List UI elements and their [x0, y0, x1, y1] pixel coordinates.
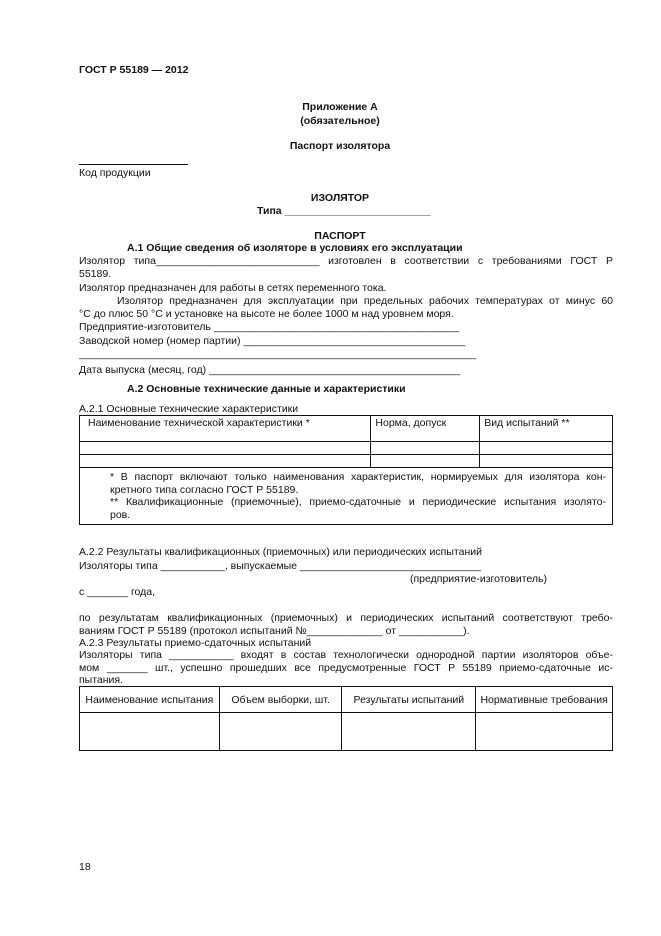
col-header-characteristic: Наименование технической характеристики * [80, 416, 371, 442]
table-header-row [80, 687, 613, 713]
appendix-subtitle: (обязательное) [300, 115, 380, 127]
table-cell [371, 455, 480, 468]
note2-line1: ** Квалификационные (приемочные), приемо-сдаточные и периодические испытания изолято- [110, 496, 606, 508]
a22-line4: по результатам квалификационных (приемочных) и периодических испытаний соответствуют требо- [79, 612, 613, 624]
product-code-label: Код продукции [79, 167, 151, 179]
document-id: ГОСТ Р 55189 — 2012 [79, 64, 189, 76]
col-header-sample-size: Объем выборки, шт. [219, 687, 342, 713]
table-cell [476, 713, 613, 751]
table-cell [80, 713, 220, 751]
table-row [80, 713, 613, 751]
a22-line1: Изоляторы типа ___________, выпускаемые _______________________________ [79, 560, 481, 572]
section-a23-title: А.2.3 Результаты приемо-сдаточных испытаний [79, 637, 312, 649]
table-row [80, 455, 613, 468]
manufacturer-line: Предприятие-изготовитель __________________________________________ [79, 321, 460, 333]
a1-line1: Изолятор типа____________________________ изготовлен в соответствии с требованиями ГОСТ Р [79, 255, 613, 267]
release-date-line: Дата выпуска (месяц, год) ___________________________________________ [79, 364, 461, 376]
table-cell [480, 455, 613, 468]
table-notes [80, 468, 613, 525]
table-cell [80, 455, 371, 468]
table-header-row [80, 416, 613, 442]
table-notes-row [80, 468, 613, 525]
section-a22-title: А.2.2 Результаты квалификационных (приемочных) или периодических испытаний [79, 546, 482, 558]
a1-line2: 55189. [79, 268, 112, 280]
a23-line3: пытания. [79, 674, 124, 686]
a22-line5: ваниям ГОСТ Р 55189 (протокол испытаний №_____________ от ___________). [79, 625, 470, 637]
section-a21-title: А.2.1 Основные технические характеристики [79, 403, 299, 415]
a1-line3: Изолятор предназначен для работы в сетях переменного тока. [79, 282, 387, 294]
table-cell [80, 442, 371, 455]
table-cell [342, 713, 476, 751]
blank-line: ____________________________________________________________________ [79, 348, 477, 360]
characteristics-table [79, 415, 613, 525]
serial-number-line: Заводской номер (номер партии) ______________________________________ [79, 335, 466, 347]
col-header-results: Результаты испытаний [342, 687, 476, 713]
note2-line2: ров. [110, 508, 131, 521]
col-header-test-type: Вид испытаний ** [480, 416, 613, 442]
col-header-requirements: Нормативные требования [476, 687, 613, 713]
a1-line5: °С до плюс 50 °С и установке на высоте не более 1000 м над уровнем моря. [79, 308, 454, 320]
a1-line4: Изолятор предназначен для эксплуатации при предельных рабочих температурах от минус 60 [117, 295, 613, 307]
table-cell [371, 442, 480, 455]
product-code-line [79, 164, 188, 165]
page-number: 18 [79, 861, 91, 873]
a23-line1: Изоляторы типа ___________ входят в состав технологически однородной партии изоляторов объе- [79, 649, 613, 661]
appendix-name: Паспорт изолятора [289, 140, 391, 152]
passport-title: ПАСПОРТ [314, 230, 366, 242]
a22-manufacturer-caption: (предприятие-изготовитель) [410, 573, 547, 585]
type-line: Типа _________________________ [257, 205, 431, 217]
col-header-norm: Норма, допуск [371, 416, 480, 442]
insulator-title: ИЗОЛЯТОР [310, 192, 370, 204]
a22-line3: с _______ года, [79, 586, 156, 598]
section-a1-heading: А.1 Общие сведения об изоляторе в условиях его эксплуатации [127, 242, 463, 254]
table-row [80, 442, 613, 455]
table-cell [219, 713, 342, 751]
acceptance-tests-table [79, 686, 613, 751]
note1-line1: * В паспорт включают только наименования характеристик, нормируемых для изолятора кон- [110, 471, 606, 483]
col-header-test-name: Наименование испытания [80, 687, 220, 713]
note1-line2: кретного типа согласно ГОСТ Р 55189. [110, 483, 299, 496]
appendix-title: Приложение А [302, 101, 378, 113]
a23-line2: мом _______ шт., успешно прошедших все предусмотренные ГОСТ Р 55189 приемо-сдаточные ис- [79, 662, 613, 674]
table-cell [480, 442, 613, 455]
section-a2-heading: А.2 Основные технические данные и характеристики [127, 383, 406, 395]
